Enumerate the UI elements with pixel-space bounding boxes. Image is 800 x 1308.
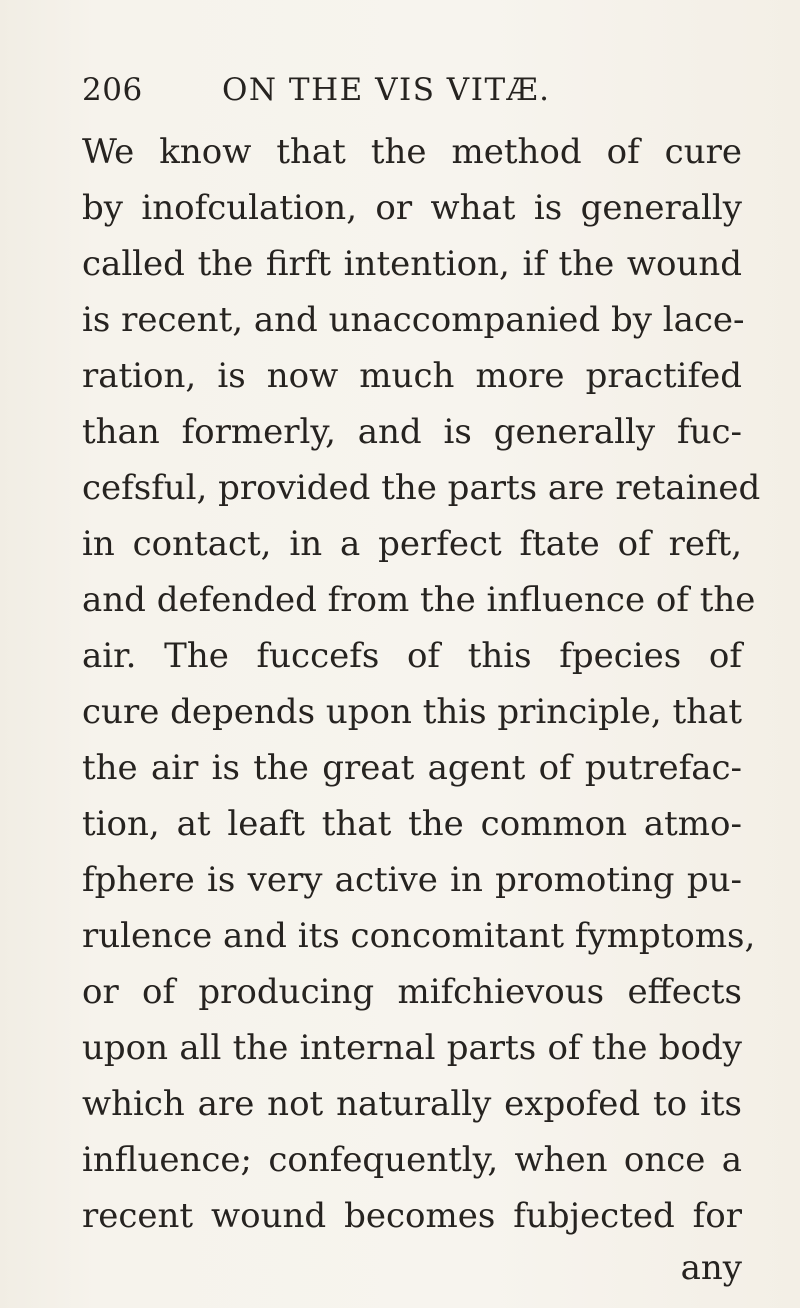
text-line: than formerly, and is generally fuc-: [82, 412, 742, 452]
text-line: tion, at leaft that the common atmo-: [82, 804, 742, 844]
text-line: air. The fuccefs of this fpecies of: [82, 636, 742, 676]
text-line: influence; confequently, when once a: [82, 1140, 742, 1180]
text-line: and defended from the influence of the: [82, 580, 756, 620]
text-line: cure depends upon this principle, that: [82, 692, 742, 732]
catchword: any: [680, 1248, 742, 1288]
text-line: or of producing mifchievous effects: [82, 972, 742, 1012]
text-line: the air is the great agent of putrefac-: [82, 748, 742, 788]
text-line: cefsful, provided the parts are retained: [82, 468, 761, 508]
text-line: is recent, and unaccompanied by lace-: [82, 300, 745, 340]
text-line: in contact, in a perfect ftate of reft,: [82, 524, 742, 564]
text-line: recent wound becomes fubjected for: [82, 1196, 742, 1236]
text-line: upon all the internal parts of the body: [82, 1028, 742, 1068]
body-text: [82, 124, 761, 1244]
text-line: rulence and its concomitant fymptoms,: [82, 916, 756, 956]
page-number: 206: [82, 72, 143, 108]
page-header: [82, 72, 722, 116]
text-line: ration, is now much more practifed: [82, 356, 742, 396]
text-line: We know that the method of cure: [82, 132, 742, 172]
text-line: called the firft intention, if the wound: [82, 244, 742, 284]
text-line: fphere is very active in promoting pu-: [82, 860, 742, 900]
text-line: by inofculation, or what is generally: [82, 188, 742, 228]
text-line: which are not naturally expofed to its: [82, 1084, 742, 1124]
running-head: ON THE VIS VITÆ.: [222, 72, 551, 108]
